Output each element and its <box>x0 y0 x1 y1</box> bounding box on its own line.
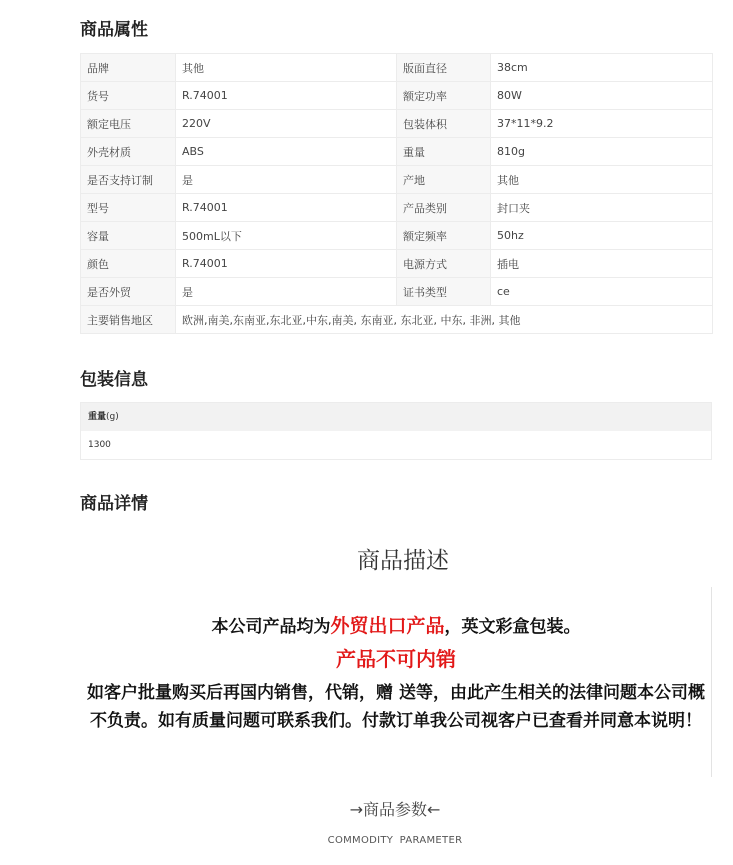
notice-line-2: 产品不可内销 <box>336 647 456 671</box>
attribute-key: 产地 <box>397 166 491 194</box>
packaging-header-unit: (g) <box>106 412 119 422</box>
attribute-key: 产品类别 <box>397 194 491 222</box>
sales-region-key: 主要销售地区 <box>81 306 176 334</box>
attribute-key: 版面直径 <box>397 54 491 82</box>
attribute-key: 颜色 <box>81 250 176 278</box>
description-heading: 商品描述 <box>357 548 449 574</box>
parameter-heading: →商品参数← <box>349 800 441 819</box>
section-title-details: 商品详情 <box>80 494 148 514</box>
notice-line-3: 如客户批量购买后再国内销售，代销，赠 送等，由此产生相关的法律问题本公司概不负责。如有质量问题可联系我们。付款订单我公司视客户已查看并同意本说明！ <box>87 683 705 731</box>
attribute-value: 50hz <box>491 222 713 250</box>
attribute-value: 是 <box>176 278 397 306</box>
attribute-value: 80W <box>491 82 713 110</box>
attribute-key: 是否支持订制 <box>81 166 176 194</box>
attribute-key: 包装体积 <box>397 110 491 138</box>
attribute-key: 额定电压 <box>81 110 176 138</box>
attribute-value: 38cm <box>491 54 713 82</box>
notice-line-1 <box>80 611 712 638</box>
attribute-value: 其他 <box>491 166 713 194</box>
attribute-value: ce <box>491 278 713 306</box>
attributes-table <box>80 53 713 334</box>
notice-line-1-suffix: ，英文彩盒包装。 <box>444 617 581 637</box>
attribute-key: 重量 <box>397 138 491 166</box>
attribute-key: 型号 <box>81 194 176 222</box>
parameter-subheading: COMMODITY PARAMETER <box>327 835 463 846</box>
attribute-row <box>81 110 713 138</box>
attribute-value: R.74001 <box>176 82 397 110</box>
attribute-value: R.74001 <box>176 250 397 278</box>
attribute-key: 外壳材质 <box>81 138 176 166</box>
section-title-packaging: 包装信息 <box>80 370 148 390</box>
attribute-value: 是 <box>176 166 397 194</box>
attribute-row <box>81 278 713 306</box>
attribute-value: 810g <box>491 138 713 166</box>
attribute-row <box>81 166 713 194</box>
packaging-header-label: 重量 <box>88 412 107 422</box>
notice-image <box>80 587 712 777</box>
attribute-row <box>81 82 713 110</box>
attribute-key: 证书类型 <box>397 278 491 306</box>
packaging-table <box>80 402 712 460</box>
packaging-header <box>81 403 711 431</box>
sales-region-value: 欧洲,南美,东南亚,东北亚,中东,南美, 东南亚, 东北亚, 中东, 非洲, 其他 <box>176 306 713 334</box>
attribute-key: 是否外贸 <box>81 278 176 306</box>
attribute-key: 电源方式 <box>397 250 491 278</box>
attribute-value: 500mL以下 <box>176 222 397 250</box>
attribute-value: 37*11*9.2 <box>491 110 713 138</box>
notice-line-1-prefix: 本公司产品均为 <box>211 617 331 637</box>
notice-line-1-highlight: 外贸出口产品 <box>330 615 445 637</box>
section-title-attributes: 商品属性 <box>80 20 148 40</box>
attribute-row <box>81 138 713 166</box>
packaging-value: 1300 <box>81 431 711 459</box>
attribute-value: R.74001 <box>176 194 397 222</box>
attribute-key: 容量 <box>81 222 176 250</box>
attribute-value: 插电 <box>491 250 713 278</box>
attribute-row <box>81 54 713 82</box>
attribute-value: 封口夹 <box>491 194 713 222</box>
attribute-key: 品牌 <box>81 54 176 82</box>
attribute-value: 其他 <box>176 54 397 82</box>
attribute-row <box>81 250 713 278</box>
attribute-row <box>81 222 713 250</box>
attribute-row-sales-region <box>81 306 713 334</box>
attribute-key: 货号 <box>81 82 176 110</box>
attribute-row <box>81 194 713 222</box>
attribute-value: ABS <box>176 138 397 166</box>
attribute-key: 额定功率 <box>397 82 491 110</box>
attribute-key: 额定频率 <box>397 222 491 250</box>
attribute-value: 220V <box>176 110 397 138</box>
